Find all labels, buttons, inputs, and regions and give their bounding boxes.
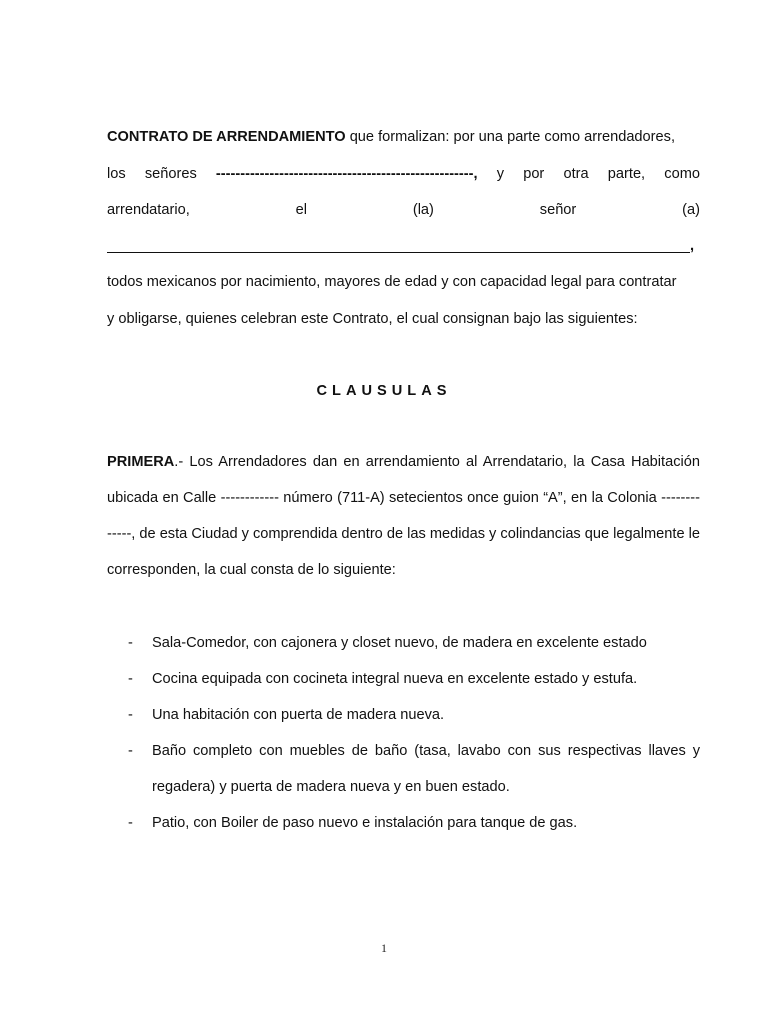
word: otra [563,166,589,182]
word: el [295,202,307,218]
word: parte, [607,166,646,182]
list-item [128,661,700,697]
clause-primera [107,444,700,588]
list-dash: - [128,815,133,831]
intro-line-1-text: que formalizan: por una parte como arrendadores, [345,129,675,145]
list-item-text: Baño completo con muebles de baño (tasa, lavabo con sus respectivas llaves y regadera) y puerta de madera nueva y en buen estado. [152,743,700,795]
list-item [128,697,700,733]
word: señor [539,202,577,218]
list-dash: - [128,707,133,723]
list-item [128,733,700,805]
intro-line-1 [107,119,700,155]
list-item [128,805,700,841]
list-dash: - [128,635,133,651]
intro-line-2 [107,156,700,192]
word: por [523,166,545,182]
blank-dashes: -----------------------------------------------------, [215,166,478,182]
page-number: 1 [381,941,387,955]
clausulas-heading: CLAUSULAS [316,383,452,399]
list-dash: - [128,671,133,687]
contract-title: CONTRATO DE ARRENDAMIENTO [107,129,346,145]
list-item-text: Patio, con Boiler de paso nuevo e instalación para tanque de gas. [152,815,578,831]
tenant-name-blank [107,228,700,264]
intro-line-6: y obligarse, quienes celebran este Contrato, el cual consignan bajo las siguientes: [107,311,638,327]
word: (la) [412,202,434,218]
list-item [128,625,700,661]
list-item-text: Cocina equipada con cocineta integral nueva en excelente estado y estufa. [152,671,638,687]
word: los [107,166,126,182]
underline-rule [107,252,690,253]
word: arrendatario, [107,202,190,218]
clause-text: .- Los Arrendadores dan en arrendamiento al Arrendatario, la Casa Habitación ubicada en Calle ------------ número (711-A) setecientos once guion “A”, en la Colonia -------------, de esta Ciudad y comprendida dentro de las medidas y colindancias que legalmente le corresponden, la cual consta de lo siguiente: [107,454,700,578]
intro-line-5: todos mexicanos por nacimiento, mayores de edad y con capacidad legal para contratar [107,274,677,290]
word: y [496,166,505,182]
property-features-list [128,625,700,841]
clause-label: PRIMERA [107,454,175,470]
word: (a) [682,202,700,218]
blank-comma: , [689,238,694,254]
word: señores [144,166,197,182]
list-item-text: Sala-Comedor, con cajonera y closet nuevo, de madera en excelente estado [152,635,647,651]
word: como [664,166,700,182]
list-item-text: Una habitación con puerta de madera nueva. [152,707,445,723]
intro-line-3 [107,192,700,228]
list-dash: - [128,743,133,759]
